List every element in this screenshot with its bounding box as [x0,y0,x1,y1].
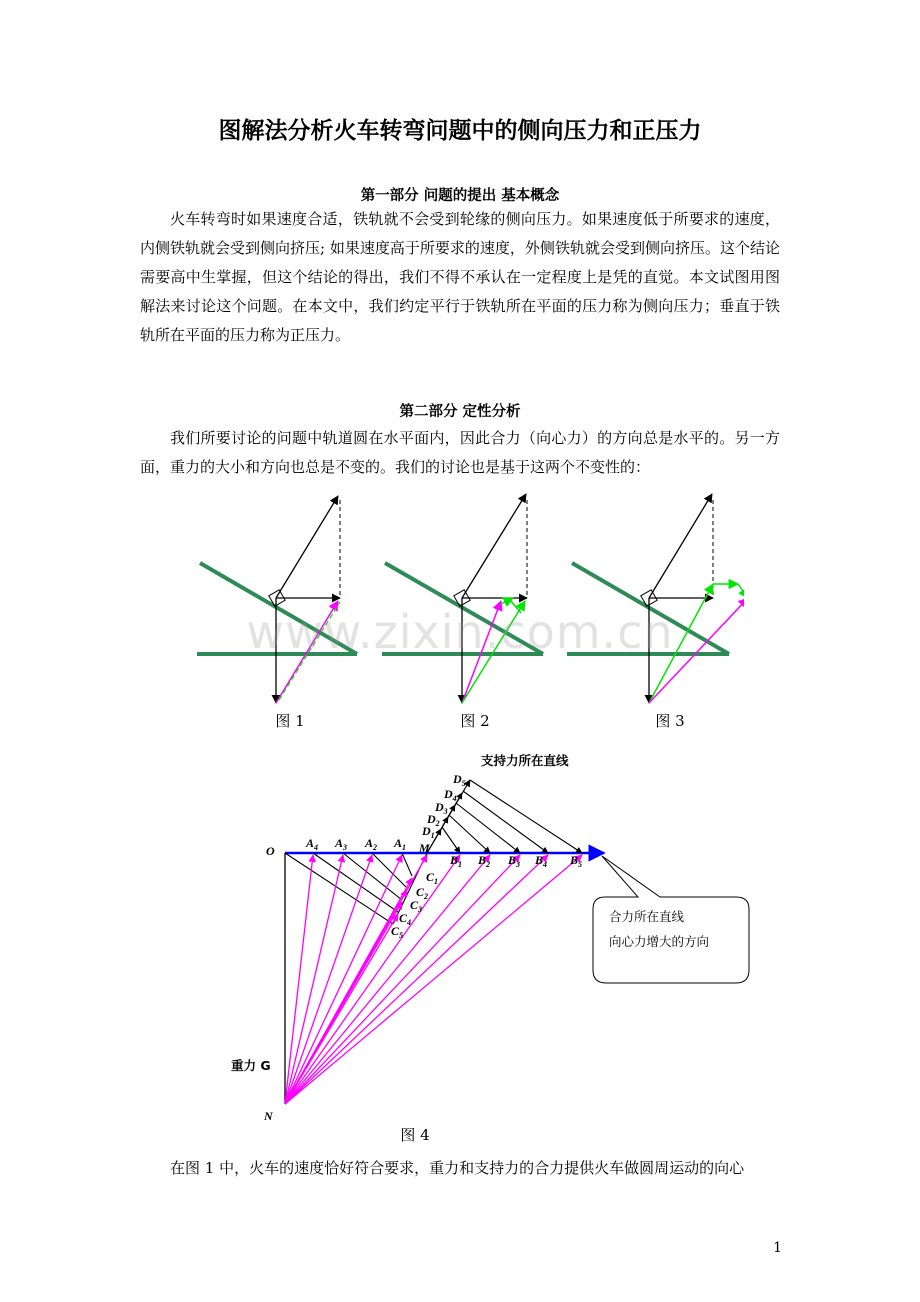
svg-text:A1: $A_1$ [394,836,407,852]
page-number: 1 [773,1240,782,1256]
watermark: www.zixin.com.cn [246,605,674,659]
figure-1 [190,486,370,711]
figure-3 [564,486,744,711]
fig1-green-dashed [279,602,340,700]
svg-text:A2: $A_2$ [365,836,378,852]
fig3-green-resultant [649,584,713,703]
svg-text:D3: $D_3$ [435,800,448,816]
fig4-label-O: O [266,844,275,858]
svg-text:D1: $D_1$ [422,824,435,840]
fig4-b-labels [449,853,582,869]
svg-text:B3: $B_3$ [508,853,521,869]
svg-text:B4: $B_4$ [535,853,548,869]
document-title: 图解法分析火车转弯问题中的侧向压力和正压力 [218,118,702,144]
fig4-callout-line1: 合力所在直线 [609,909,685,924]
fig1-support-force [276,496,338,598]
svg-text:C3: $C_3$ [410,898,423,914]
svg-text:C2: $C_2$ [416,885,429,901]
fig4-gravity-label: 重力 G [231,1058,271,1073]
fig2-support-force [462,494,526,598]
svg-text:B1: $B_1$ [450,853,463,869]
figure-1-caption: 图 1 [275,712,305,730]
figure-3-caption: 图 3 [655,712,685,730]
svg-text:D2: $D_2$ [427,812,440,828]
fig4-callout-line2: 向心力增大的方向 [609,934,710,949]
figure-2 [378,486,558,711]
fig3-incline-rail [572,563,729,654]
fig4-magenta-vectors [285,855,582,1104]
svg-text:C1: $C_1$ [426,870,439,886]
svg-text:C5: $C_5$ [391,924,404,940]
fig3-green-normal-force [738,584,744,598]
fig2-green-normal-force [510,600,521,613]
section-2-paragraph: 我们所要讨论的问题中轨道圆在水平面内，因此合力（向心力）的方向总是水平的。另一方面，重力的大小和方向也总是不变的。我们的讨论也是基于这两个不变性的： [140,429,780,476]
figure-4-caption: 图 4 [400,1126,430,1144]
svg-text:B5: $B_5$ [570,853,583,869]
section-1-paragraph: 火车转弯时如果速度合适，铁轨就不会受到轮缘的侧向压力。如果速度低于所要求的速度，内侧铁轨就会受到侧向挤压; 如果速度高于所要求的速度，外侧铁轨就会受到侧向挤压。这个结论需要高中生掌握，但这个结论的得出，我们不得不承认在一定程度上是凭的直觉。本文试图用图解法来讨论这个问题。在本文中，我们约定平行于铁轨所在平面的压力称为侧向压力；垂直于铁轨所在平面的压力称为正压力。 [140,210,780,344]
svg-text:D5: $D_5$ [453,772,466,788]
svg-text:B2: $B_2$ [478,853,491,869]
svg-text:D4: $D_4$ [444,787,457,803]
fig4-label-M: M [419,841,430,855]
fig4-support-line-label: 支持力所在直线 [481,753,569,768]
svg-text:A4: $A_4$ [306,836,319,852]
fig4-label-N: N [264,1109,273,1123]
closing-paragraph: 在图 1 中，火车的速度恰好符合要求，重力和支持力的合力提供火车做圆周运动的向心 [170,1159,745,1177]
svg-text:A3: $A_3$ [335,836,348,852]
section-2-heading: 第二部分 定性分析 [399,404,521,420]
figure-4 [210,748,770,1128]
fig4-a-labels [305,836,406,852]
svg-text:C4: $C_4$ [399,911,412,927]
fig3-support-force [649,494,712,598]
fig2-incline-rail [385,563,543,654]
section-1-heading: 第一部分 问题的提出 基本概念 [360,188,560,204]
figure-2-caption: 图 2 [460,712,490,730]
